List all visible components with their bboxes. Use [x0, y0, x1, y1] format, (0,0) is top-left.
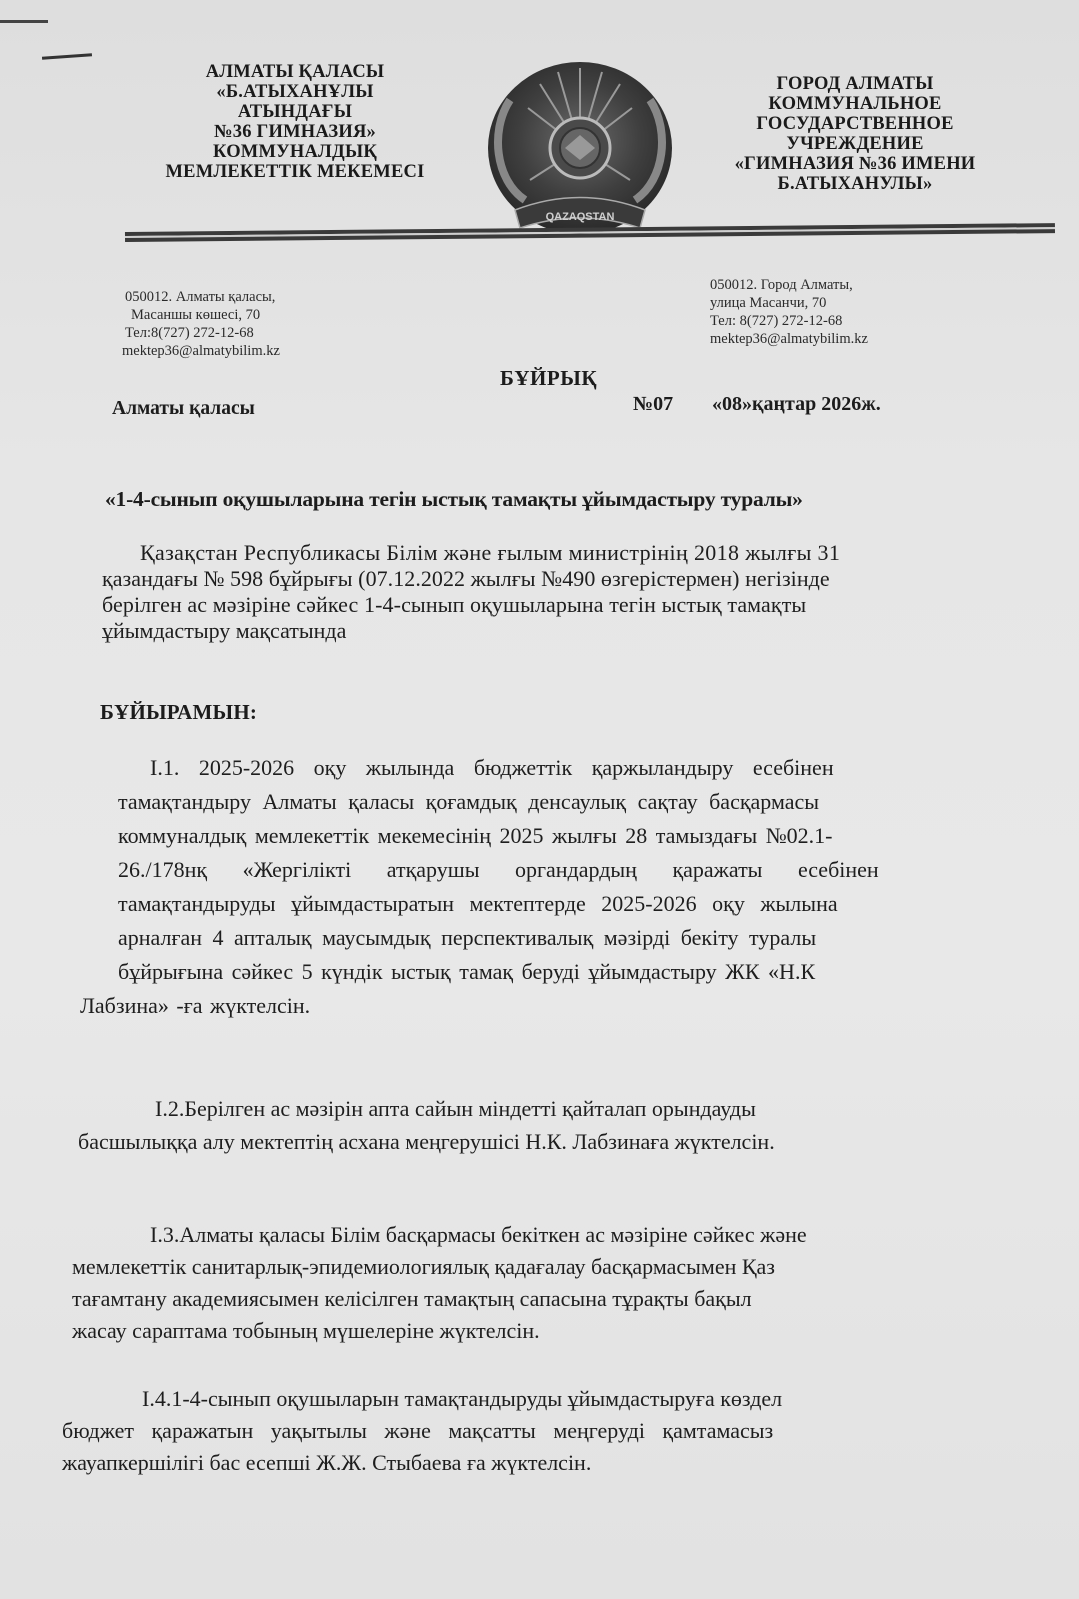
paragraph-line: І.1. 2025-2026 оқу жылында бюджеттік қаржыландыру есебінен: [150, 755, 834, 780]
email-text: mektep36@almatybilim.kz: [122, 343, 280, 359]
paragraph-line: арналған 4 апталық маусымдық перспективалық мәзірді бекіту туралы: [118, 925, 817, 950]
header-line: МЕМЛЕКЕТТІК МЕКЕМЕСІ: [165, 162, 425, 182]
address-line: Масаншы көшесі, 70: [131, 307, 261, 323]
paragraph-line: тамақтандыруды ұйымдастыратын мектептерде 2025-2026 оқу жылына: [118, 891, 838, 916]
svg-text:QAZAQSTAN: QAZAQSTAN: [545, 211, 615, 223]
order-date: «08»қаңтар 2026ж.: [712, 393, 881, 415]
order-city: Алматы қаласы: [112, 398, 255, 419]
paragraph-line: бюджет қаражатын уақытылы және мақсатты меңгеруді қамтамасыз: [62, 1418, 774, 1443]
header-line: «ГИМНАЗИЯ №36 ИМЕНИ: [734, 154, 976, 174]
paragraph-line: коммуналдық мемлекеттік мекемесінің 2025 жылғы 28 тамыздағы №02.1-: [118, 823, 833, 848]
header-line: УЧРЕЖДЕНИЕ: [786, 134, 924, 154]
header-line: КОММУНАЛЬНОЕ: [768, 94, 942, 114]
paragraph-line: 26./178нқ «Жергілікті атқарушы органдардың қаражаты есебінен: [118, 857, 879, 882]
address-line: 050012. Город Алматы,: [710, 277, 853, 293]
order-item-4: [62, 1383, 1079, 1479]
order-item-2: [78, 1092, 1079, 1158]
header-line: ГОСУДАРСТВЕННОЕ: [756, 114, 954, 134]
address-line: улица Масанчи, 70: [710, 295, 827, 311]
paragraph-line: басшылыққа алу мектептің асхана меңгерушісі Н.К. Лабзинаға жүктелсін.: [78, 1129, 775, 1154]
address-line: 050012. Алматы қаласы,: [125, 289, 276, 305]
header-line: Б.АТЫХАНУЛЫ»: [777, 174, 933, 194]
command-heading: БҰЙЫРАМЫН:: [100, 700, 258, 724]
address-kazakh: [122, 288, 280, 360]
paragraph-line: жасау сараптама тобының мүшелеріне жүктелсін.: [72, 1318, 540, 1343]
header-line: ГОРОД АЛМАТЫ: [776, 74, 934, 94]
header-line: №36 ГИМНАЗИЯ»: [214, 122, 376, 142]
header-line: АТЫНДАҒЫ: [237, 102, 353, 122]
paragraph-line: Қазақстан Республикасы Білім және ғылым министрінің 2018 жылғы 31: [140, 540, 841, 565]
paragraph-line: І.3.Алматы қаласы Білім басқармасы бекіткен ас мәзіріне сәйкес және: [150, 1222, 807, 1247]
address-line: Тел: 8(727) 272-12-68: [710, 313, 843, 329]
paragraph-line: Лабзина» -ға жүктелсін.: [80, 993, 311, 1018]
paragraph-line: берілген ас мәзіріне сәйкес 1-4-сынып оқушыларына тегін ыстық тамақты: [102, 592, 807, 617]
header-line: «Б.АТЫХАНҰЛЫ: [216, 82, 374, 102]
document-title: «1-4-сынып оқушыларына тегін ыстық тамақты ұйымдастыру туралы»: [105, 487, 803, 511]
order-title: БҰЙРЫҚ: [500, 366, 598, 390]
paragraph-line: бұйрығына сәйкес 5 күндік ыстық тамақ беруді ұйымдастыру ЖК «Н.К: [118, 959, 816, 984]
paragraph-line: І.4.1-4-сынып оқушыларын тамақтандыруды ұйымдастыруға көздел: [142, 1386, 783, 1411]
order-number: №07: [633, 393, 674, 415]
order-item-3: [72, 1219, 1079, 1347]
email-text: mektep36@almatybilim.kz: [710, 331, 868, 347]
pen-mark: [42, 53, 92, 59]
address-russian: [710, 276, 868, 348]
paragraph-line: тамақтандыру Алматы қаласы қоғамдық денсаулық сақтау басқармасы: [118, 789, 820, 814]
paragraph-line: қазандағы № 598 бұйрығы (07.12.2022 жылғы №490 өзгерістермен) негізінде: [102, 566, 830, 591]
institution-name-russian: [685, 74, 1025, 194]
institution-name-kazakh: [120, 62, 470, 182]
paragraph-line: жауапкершілігі бас есепші Ж.Ж. Стыбаева ға жүктелсін.: [62, 1450, 592, 1475]
header-line: АЛМАТЫ ҚАЛАСЫ: [205, 62, 385, 82]
paragraph-line: тағамтану академиясымен келісілген тамақтың сапасына тұрақты бақыл: [72, 1286, 752, 1311]
paragraph-line: І.2.Берілген ас мәзірін апта сайын міндетті қайталап орындауды: [155, 1096, 756, 1121]
kazakhstan-emblem-icon: [470, 60, 690, 245]
intro-paragraph: [102, 540, 1052, 644]
header-line: КОММУНАЛДЫҚ: [213, 142, 377, 162]
paragraph-line: мемлекеттік санитарлық-эпидемиологиялық қадағалау басқармасымен Қаз: [72, 1254, 775, 1279]
pen-mark: [0, 20, 48, 23]
address-line: Тел:8(727) 272-12-68: [125, 325, 254, 341]
paragraph-line: ұйымдастыру мақсатында: [102, 618, 347, 643]
order-item-1: [80, 751, 1079, 1023]
